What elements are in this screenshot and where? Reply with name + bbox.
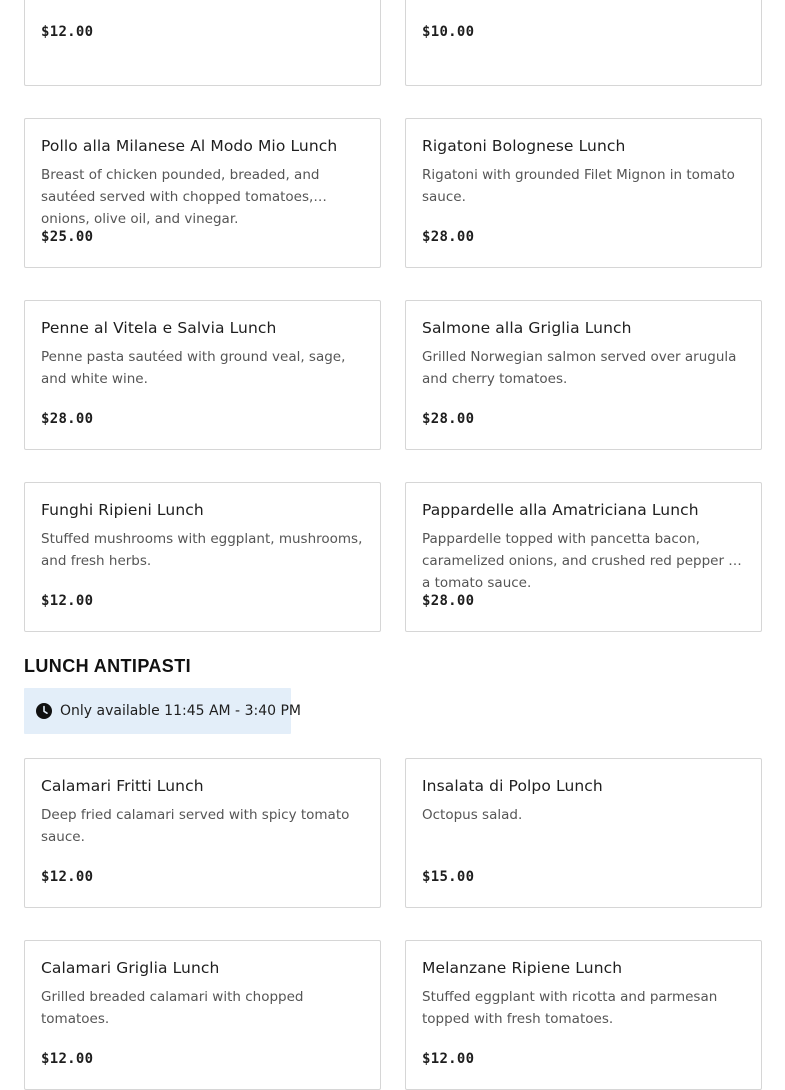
menu-item-card[interactable] — [24, 300, 381, 450]
menu-item-card[interactable] — [405, 758, 762, 908]
menu-item-description: Stuffed mushrooms with eggplant, mushrooms, and fresh herbs. — [41, 531, 363, 569]
section-title: LUNCH ANTIPASTI — [24, 656, 191, 676]
menu-item-price: $28.00 — [422, 229, 475, 245]
menu-item-price: $12.00 — [41, 593, 94, 609]
menu-item-description: Grilled breaded calamari with chopped tomatoes. — [41, 989, 304, 1027]
menu-item-name: Calamari Griglia Lunch — [41, 959, 220, 977]
menu-item-name: Salmone alla Griglia Lunch — [422, 319, 632, 337]
menu-item-name: Funghi Ripieni Lunch — [41, 501, 204, 519]
menu-item-card[interactable] — [24, 482, 381, 632]
menu-item-price: $12.00 — [41, 869, 94, 885]
menu-item-price: $25.00 — [41, 229, 94, 245]
menu-item-card[interactable] — [24, 758, 381, 908]
menu-item-price: $28.00 — [422, 411, 475, 427]
menu-item-name: Calamari Fritti Lunch — [41, 777, 204, 795]
menu-item-price: $15.00 — [422, 869, 475, 885]
menu-item-description: Pappardelle topped with pancetta bacon, caramelized onions, and crushed red pepper in a tomato sauce. — [422, 531, 741, 591]
menu-item-name: Rigatoni Bolognese Lunch — [422, 137, 626, 155]
menu-item-card[interactable] — [24, 940, 381, 1090]
menu-item-name: Insalata di Polpo Lunch — [422, 777, 603, 795]
menu-item-name: Pappardelle alla Amatriciana Lunch — [422, 501, 699, 519]
menu-item-description: Deep fried calamari served with spicy tomato sauce. — [41, 807, 350, 845]
availability-text: Only available 11:45 AM - 3:40 PM — [60, 703, 301, 719]
menu-item-description: Octopus salad. — [422, 807, 523, 823]
availability-banner — [24, 688, 301, 734]
menu-item-card[interactable] — [405, 118, 762, 268]
menu-item-card[interactable] — [405, 940, 762, 1090]
menu-item-card[interactable] — [405, 300, 762, 450]
menu-item-name: Melanzane Ripiene Lunch — [422, 959, 623, 977]
menu-item-name: Penne al Vitela e Salvia Lunch — [41, 319, 277, 337]
menu-item-price: $12.00 — [41, 24, 94, 40]
menu-item-card[interactable] — [24, 118, 381, 268]
menu-item-description: Stuffed eggplant with ricotta and parmesan topped with fresh tomatoes. — [422, 989, 718, 1027]
menu-item-price: $12.00 — [41, 1051, 94, 1067]
menu-item-price: $28.00 — [41, 411, 94, 427]
menu-item-description: Breast of chicken pounded, breaded, and sautéed served with chopped tomatoes, onions, olive oil, and vinegar. — [41, 167, 320, 227]
menu-item-price: $12.00 — [422, 1051, 475, 1067]
menu-item-name: Pollo alla Milanese Al Modo Mio Lunch — [41, 137, 338, 155]
menu-item-description: Grilled Norwegian salmon served over arugula and cherry tomatoes. — [422, 349, 737, 387]
menu-item-price: $28.00 — [422, 593, 475, 609]
menu-item-description: Rigatoni with grounded Filet Mignon in tomato sauce. — [422, 167, 735, 205]
menu-item-card[interactable] — [24, 0, 381, 86]
clock-icon — [36, 703, 52, 719]
menu-item-price: $10.00 — [422, 24, 475, 40]
menu-item-description: Penne pasta sautéed with ground veal, sage, and white wine. — [41, 349, 346, 387]
menu-item-card[interactable] — [405, 482, 762, 632]
menu-item-card[interactable] — [405, 0, 762, 86]
